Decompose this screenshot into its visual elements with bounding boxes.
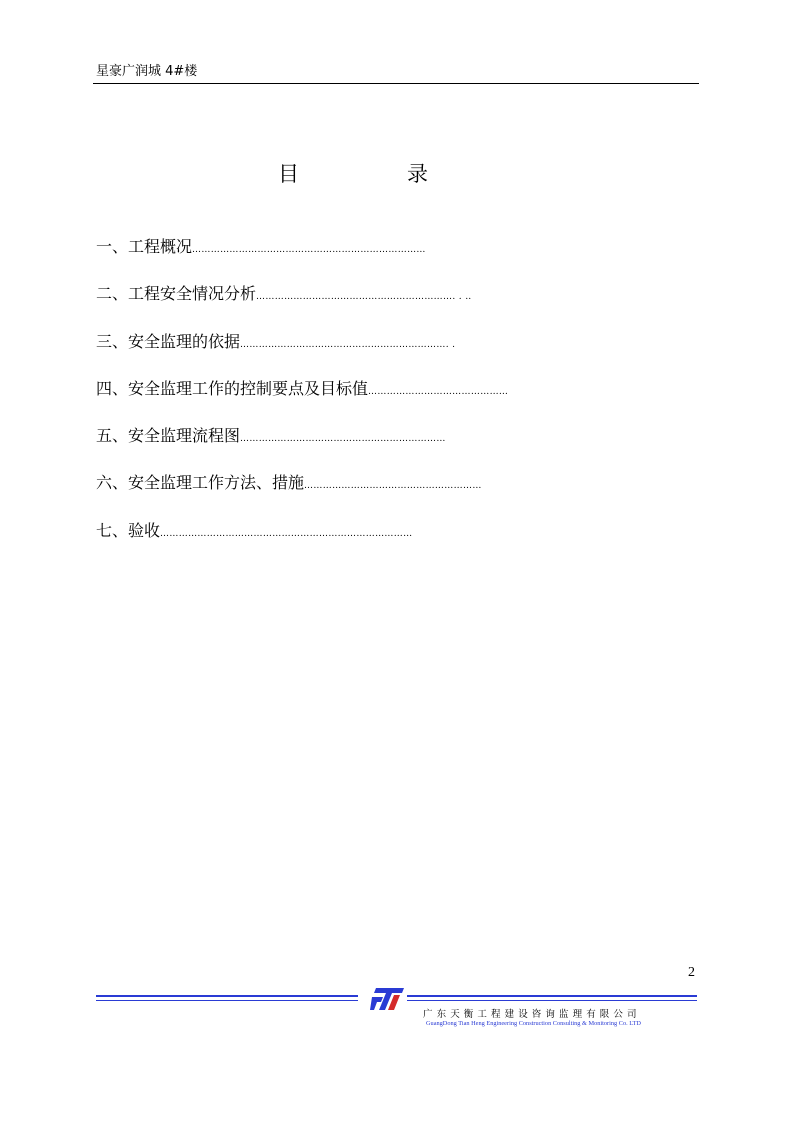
toc-leader-dots: ………………………………………………………. . ‥ — [256, 292, 472, 303]
toc-heading — [0, 160, 794, 190]
toc-leader-dots: ……………………………………… — [368, 386, 509, 397]
toc-entry-5[interactable] — [96, 423, 666, 470]
toc-leader-dots: ………………………………………………………… — [240, 434, 446, 445]
toc-heading-char-1: 目 — [278, 162, 299, 186]
toc-entry-6[interactable] — [96, 470, 666, 517]
footer-rule-right-bottom — [407, 1000, 697, 1001]
toc-entry-label: 二、工程安全情况分析 — [96, 284, 257, 304]
page-number: 2 — [688, 965, 695, 980]
toc-entry-label: 六、安全监理工作方法、措施 — [96, 473, 305, 493]
toc-entry-3[interactable] — [96, 329, 666, 376]
toc-leader-dots: ……………………………………………………………………… — [160, 528, 413, 539]
company-name-chinese: 广东天衡工程建设咨询监理有限公司 — [423, 1009, 641, 1020]
toc-entry-label: 四、安全监理工作的控制要点及目标值 — [96, 378, 369, 398]
header-divider — [93, 83, 699, 84]
footer-rule-left-top — [96, 995, 358, 997]
toc-leader-dots: …………………………………………………………. . — [240, 339, 456, 350]
toc-leader-dots: ………………………………………………………………… — [192, 245, 426, 255]
footer-rule-left-bottom — [96, 1000, 358, 1001]
toc-entry-7[interactable] — [96, 518, 666, 565]
toc-entry-label: 七、验收 — [96, 520, 161, 540]
toc-entry-label: 五、安全监理流程图 — [96, 426, 241, 446]
document-header-title: 星豪广润城 4#楼 — [96, 64, 198, 79]
company-name-english: GuangDong Tian Heng Engineering Construction Consulting & Monitoring Co. LTD — [426, 1020, 641, 1027]
toc-entry-4[interactable] — [96, 376, 666, 423]
company-logo-icon — [370, 986, 406, 1012]
toc-entry-1[interactable] — [96, 234, 666, 281]
toc-leader-dots: ………………………………………………… — [304, 481, 482, 492]
toc-entry-label: 一、工程概况 — [96, 237, 193, 256]
toc-entry-label: 三、安全监理的依据 — [96, 331, 241, 351]
footer-rule-right-top — [407, 995, 697, 997]
toc-list — [96, 234, 666, 565]
toc-entry-2[interactable] — [96, 281, 666, 328]
toc-heading-char-2: 录 — [407, 162, 428, 186]
